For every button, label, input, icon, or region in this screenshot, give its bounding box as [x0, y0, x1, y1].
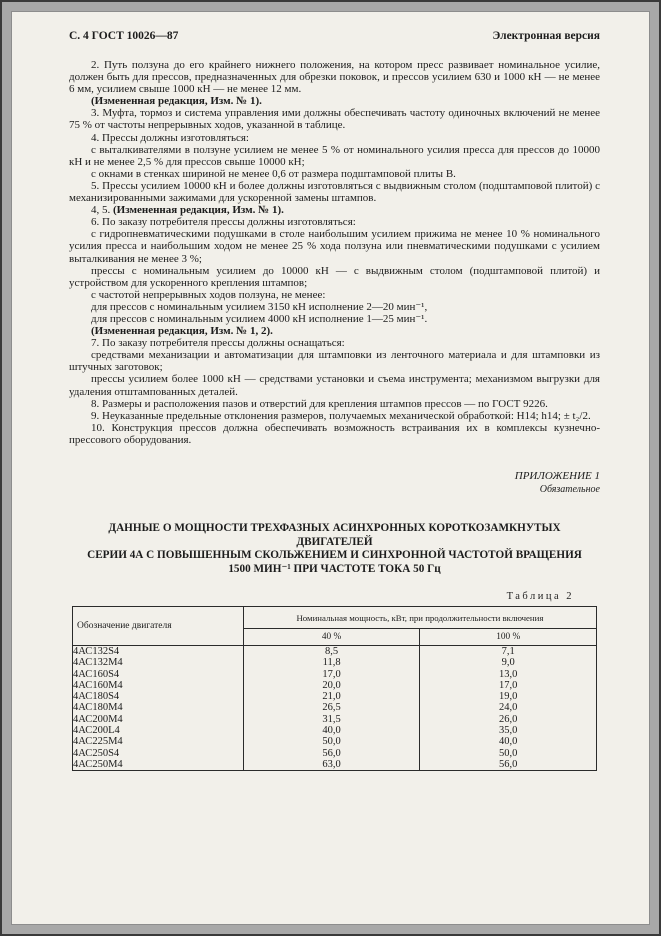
power-value: 35,0	[420, 725, 597, 736]
table-row	[73, 669, 597, 680]
paragraph-segment: для прессов с номинальным усилием 3150 кН исполнение 2—20 мин⁻¹,	[91, 300, 428, 313]
motor-designation: 4АС132М4	[73, 657, 244, 668]
power-value: 8,5	[243, 646, 420, 658]
table-caption: Таблица 2	[506, 591, 574, 602]
paragraph-segment: средствами механизации и автоматизации для штамповки из ленточного материала и для штамповки из штучных заготовок;	[69, 349, 600, 374]
paragraph	[69, 265, 600, 289]
document-title-line: ДАННЫЕ О МОЩНОСТИ ТРЕХФАЗНЫХ АСИНХРОННЫХ КОРОТКОЗАМКНУТЫХ ДВИГАТЕЛЕЙ	[108, 522, 561, 548]
paragraph-segment: с гидропневматическими подушками в столе наибольшим усилием прижима не менее 10 % номинального усилия пресса и наибольшим ходом не менее 25 % хода ползуна или пневматическими подушками с усилием выталкивания не менее 3 %;	[69, 228, 600, 265]
table-row	[73, 657, 597, 668]
power-value: 24,0	[420, 702, 597, 713]
motor-designation: 4АС200L4	[73, 725, 244, 736]
paragraph-bold-segment: (Измененная редакция, Изм. № 1, 2).	[91, 325, 273, 338]
power-value: 9,0	[420, 657, 597, 668]
power-value: 26,0	[420, 714, 597, 725]
paragraph	[69, 337, 600, 349]
table-row	[73, 736, 597, 747]
paragraph	[69, 132, 600, 144]
document-title	[69, 522, 600, 576]
paragraph	[69, 107, 600, 131]
document-title-line: 1500 МИН⁻¹ ПРИ ЧАСТОТЕ ТОКА 50 Гц	[228, 562, 441, 575]
power-value: 40,0	[420, 736, 597, 747]
paragraph	[69, 289, 600, 301]
document-title-line: СЕРИИ 4А С ПОВЫШЕННЫМ СКОЛЬЖЕНИЕМ И СИНХРОННОЙ ЧАСТОТОЙ ВРАЩЕНИЯ	[87, 549, 582, 561]
paragraph	[69, 313, 600, 325]
paragraph	[69, 325, 600, 337]
paragraph	[69, 95, 600, 107]
table-row	[73, 714, 597, 725]
paragraph-segment: с выталкивателями в ползуне усилием не менее 5 % от номинального усилия пресса для прессов до 10000 кН и не менее 2,5 % для прессов свыше 10000 кН;	[69, 143, 600, 168]
paragraph-segment: прессы с номинальным усилием до 10000 кН — с выдвижным столом (подштамповой плитой) и устройством для ускоренного крепления штампов;	[69, 264, 600, 289]
document-page	[11, 11, 650, 925]
table-row	[73, 646, 597, 658]
motor-designation: 4АС225М4	[73, 736, 244, 747]
motor-designation: 4АС180S4	[73, 691, 244, 702]
power-value: 50,0	[243, 736, 420, 747]
paragraph-segment: 4, 5.	[91, 204, 113, 217]
appendix-block	[69, 470, 600, 496]
motor-designation: 4АС250S4	[73, 748, 244, 759]
col-header-40pct: 40 %	[243, 629, 420, 646]
paragraph-segment: с окнами в стенках шириной не менее 0,6 от размера подштамповой плиты В.	[91, 167, 456, 180]
paragraph	[69, 204, 600, 216]
paragraph	[69, 228, 600, 264]
body-paragraphs	[69, 59, 600, 446]
col-header-designation: Обозначение двигателя	[73, 607, 244, 646]
paragraph-segment: 10. Конструкция прессов должна обеспечивать возможность встраивания их в комплексы кузнечно-прессового оборудования.	[69, 421, 600, 446]
paragraph-segment: 9. Неуказанные предельные отклонения размеров, получаемых механической обработкой: Н14; h14; ± t₂/2.	[91, 409, 591, 422]
motor-designation: 4АС250М4	[73, 759, 244, 771]
col-header-100pct: 100 %	[420, 629, 597, 646]
motors-table	[72, 606, 597, 771]
power-value: 56,0	[420, 759, 597, 771]
paragraph-segment: 7. По заказу потребителя прессы должны оснащаться:	[91, 337, 345, 350]
table-row	[73, 680, 597, 691]
paragraph	[69, 422, 600, 446]
paragraph	[69, 349, 600, 373]
motor-designation: 4АС132S4	[73, 646, 244, 658]
col-header-power: Номинальная мощность, кВт, при продолжительности включения	[243, 607, 596, 629]
paragraph	[69, 180, 600, 204]
paragraph-bold-segment: (Измененная редакция, Изм. № 1).	[91, 95, 262, 108]
table-row	[73, 725, 597, 736]
paragraph	[69, 373, 600, 397]
page-header-right: Электронная версия	[492, 30, 600, 42]
paragraph-bold-segment: (Измененная редакция, Изм. № 1).	[113, 204, 284, 217]
power-value: 50,0	[420, 748, 597, 759]
power-value: 31,5	[243, 714, 420, 725]
power-value: 63,0	[243, 759, 420, 771]
table-row	[73, 691, 597, 702]
paragraph-segment: 6. По заказу потребителя прессы должны изготовляться:	[91, 216, 356, 229]
paragraph-segment: 8. Размеры и расположения пазов и отверстий для крепления штампов прессов — по ГОСТ 9226.	[91, 397, 548, 410]
table-row	[73, 702, 597, 713]
power-value: 17,0	[243, 669, 420, 680]
paragraph	[69, 410, 600, 422]
motor-designation: 4АС200М4	[73, 714, 244, 725]
paragraph	[69, 398, 600, 410]
power-value: 7,1	[420, 646, 597, 658]
table-row	[73, 748, 597, 759]
table-row	[73, 759, 597, 771]
power-value: 56,0	[243, 748, 420, 759]
paragraph	[69, 216, 600, 228]
page-header-left: С. 4 ГОСТ 10026—87	[69, 30, 179, 42]
paragraph-segment: с частотой непрерывных ходов ползуна, не менее:	[91, 288, 326, 301]
paragraph-segment: 3. Муфта, тормоз и система управления ими должны обеспечивать частоту одиночных включений не менее 75 % от частоты непрерывных ходов, указанной в таблице.	[69, 107, 600, 132]
paragraph-segment: 5. Прессы усилием 10000 кН и более должны изготовляться с выдвижным столом (подштамповой плитой) с механизированными зажимами для ускоренной замены штампов.	[69, 179, 600, 205]
appendix-label: ПРИЛОЖЕНИЕ 1	[514, 470, 600, 482]
paragraph-segment: прессы усилием более 1000 кН — средствами установки и съема инструмента; механизмом выгрузки для удаления отштампованных деталей.	[69, 373, 600, 398]
power-value: 17,0	[420, 680, 597, 691]
motor-designation: 4АС180М4	[73, 702, 244, 713]
power-value: 20,0	[243, 680, 420, 691]
power-value: 19,0	[420, 691, 597, 702]
paragraph-segment: 4. Прессы должны изготовляться:	[91, 131, 249, 144]
power-value: 21,0	[243, 691, 420, 702]
motor-designation: 4АС160S4	[73, 669, 244, 680]
paragraph	[69, 301, 600, 313]
paragraph	[69, 59, 600, 95]
power-value: 13,0	[420, 669, 597, 680]
paragraph-segment: для прессов с номинальным усилием 4000 кН исполнение 1—25 мин⁻¹.	[91, 312, 428, 325]
appendix-subtitle: Обязательное	[539, 484, 600, 495]
paragraph-segment: 2. Путь ползуна до его крайнего нижнего положения, на котором пресс развивает номинальное усилие, должен быть для прессов, предназначенных для обрезки поковок, и прессов усилием 630 и 1000 кН — не менее 6 мм, усилием свыше 1000 кН — не менее 12 мм.	[69, 59, 600, 96]
paragraph	[69, 144, 600, 168]
motor-designation: 4АС160М4	[73, 680, 244, 691]
power-value: 26,5	[243, 702, 420, 713]
power-value: 40,0	[243, 725, 420, 736]
power-value: 11,8	[243, 657, 420, 668]
paragraph	[69, 168, 600, 180]
page-header	[69, 30, 600, 42]
